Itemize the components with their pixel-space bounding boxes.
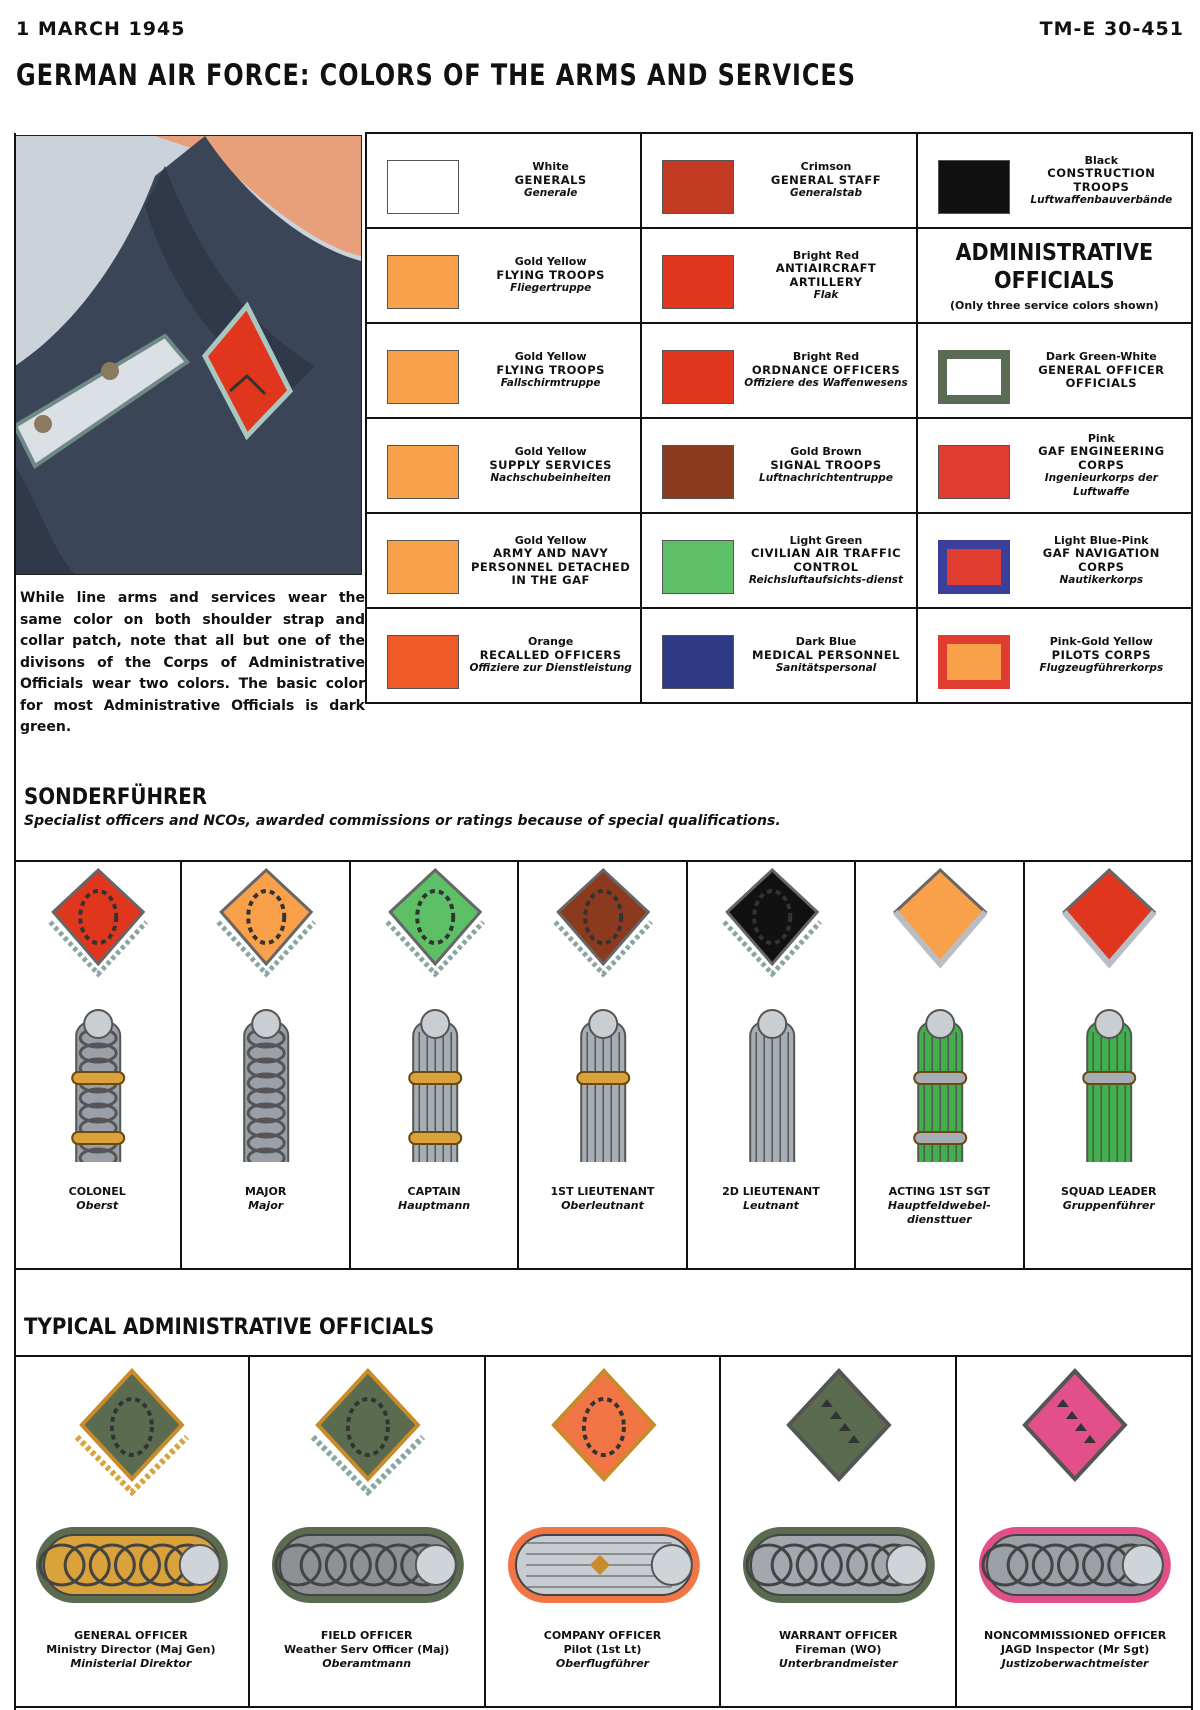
collar-patch bbox=[1064, 870, 1154, 964]
branch-german: Offiziere des Waffenwesens bbox=[744, 377, 908, 390]
branch-german: Reichsluftaufsichts-dienst bbox=[748, 574, 904, 586]
branch-english: CIVILIAN AIR TRAFFIC CONTROL bbox=[750, 546, 902, 574]
branch-german: Luftnachrichtentruppe bbox=[759, 472, 893, 485]
rank-title: JAGD Inspector (Mr Sgt) bbox=[1000, 1643, 1150, 1656]
color-cell bbox=[367, 609, 642, 704]
board-button bbox=[1123, 1545, 1163, 1585]
rank-pip bbox=[914, 1072, 966, 1084]
rank-german: Leutnant bbox=[742, 1199, 799, 1212]
rank-german: Gruppenführer bbox=[1062, 1199, 1155, 1212]
strap-button bbox=[1095, 1010, 1123, 1038]
branch-german: Ingenieurkorps der Luftwaffe bbox=[1044, 472, 1158, 498]
rank-title: Pilot (1st Lt) bbox=[563, 1643, 642, 1656]
board-button bbox=[651, 1545, 691, 1585]
color-swatch bbox=[662, 445, 734, 499]
rank-pip bbox=[577, 1072, 629, 1084]
color-name: Dark Blue bbox=[795, 635, 857, 649]
color-cell bbox=[642, 134, 917, 229]
rank-insignia bbox=[14, 1357, 250, 1617]
sonder-rank-column bbox=[182, 862, 350, 1268]
board-button bbox=[887, 1545, 927, 1585]
rank-grade: FIELD OFFICER bbox=[320, 1629, 413, 1642]
color-name: Bright Red bbox=[792, 248, 860, 262]
color-swatch bbox=[662, 160, 734, 214]
board-button bbox=[180, 1545, 220, 1585]
color-name: Black bbox=[1084, 153, 1119, 167]
branch-german: Nautikerkorps bbox=[1059, 574, 1144, 586]
color-swatch bbox=[938, 635, 1010, 689]
rank-insignia bbox=[250, 1357, 486, 1617]
rank-label bbox=[14, 1629, 248, 1671]
rank-insignia bbox=[1025, 862, 1193, 1162]
rank-label bbox=[351, 1185, 517, 1213]
branch-english: PILOTS CORPS bbox=[1051, 647, 1151, 662]
rank-german: Hauptfeldwebel-diensttuer bbox=[887, 1199, 991, 1226]
strap-button bbox=[253, 1010, 281, 1038]
rank-english: SQUAD LEADER bbox=[1060, 1185, 1157, 1198]
rank-label bbox=[182, 1185, 348, 1213]
sonder-rank-column bbox=[351, 862, 519, 1268]
branch-german: Luftwaffenbauverbände bbox=[1030, 194, 1173, 206]
color-swatch bbox=[662, 350, 734, 404]
rank-insignia bbox=[351, 862, 519, 1162]
frame-right-top bbox=[1191, 132, 1193, 722]
rank-german: Ministerial Direktor bbox=[70, 1657, 192, 1670]
color-name: White bbox=[532, 160, 569, 174]
color-swatch bbox=[938, 160, 1010, 214]
rank-german: Oberst bbox=[76, 1199, 119, 1212]
collar-patch bbox=[318, 1371, 418, 1479]
color-name: Gold Yellow bbox=[514, 445, 587, 459]
rank-label bbox=[957, 1629, 1193, 1671]
board-button bbox=[416, 1545, 456, 1585]
sonder-rank-column bbox=[14, 862, 182, 1268]
color-swatch bbox=[662, 635, 734, 689]
color-name: Orange bbox=[527, 635, 574, 649]
color-swatch bbox=[387, 635, 459, 689]
document-code: TM-E 30-451 bbox=[1039, 18, 1184, 40]
color-cell bbox=[918, 134, 1193, 229]
admin-rank-column bbox=[957, 1357, 1193, 1706]
rank-german: Oberamtmann bbox=[322, 1657, 412, 1670]
sonder-title: SONDERFÜHRER bbox=[24, 785, 208, 810]
branch-english: SUPPLY SERVICES bbox=[489, 457, 612, 472]
admin-rank-row bbox=[14, 1355, 1193, 1708]
color-cell bbox=[642, 324, 917, 419]
branch-german: Flugzeugführerkorps bbox=[1039, 662, 1164, 675]
rank-insignia bbox=[688, 862, 856, 1162]
admin-rank-column bbox=[721, 1357, 957, 1706]
color-name: Light Blue-Pink bbox=[1054, 533, 1149, 547]
branch-german: Generalstab bbox=[789, 187, 863, 200]
rank-grade: GENERAL OFFICER bbox=[74, 1629, 188, 1642]
rank-german: Major bbox=[248, 1199, 284, 1212]
branch-german: Nachschubeinheiten bbox=[490, 472, 611, 485]
color-cell bbox=[367, 514, 642, 609]
color-cell bbox=[642, 609, 917, 704]
admin-rank-column bbox=[250, 1357, 486, 1706]
intro-paragraph: While line arms and services wear the same color on both shoulder strap and collar patch, note that all but one of the divisons of the Corps of Administrative Officials wear two colors. The basic color for most Administrative Officials is dark green. bbox=[20, 590, 365, 735]
rank-english: 2D LIEUTENANT bbox=[722, 1185, 820, 1198]
color-cell bbox=[367, 324, 642, 419]
branch-german: Generale bbox=[524, 187, 578, 200]
color-name: Gold Yellow bbox=[514, 350, 587, 364]
color-name: Gold Yellow bbox=[514, 255, 587, 269]
color-swatch bbox=[662, 540, 734, 594]
rank-german: Oberleutnant bbox=[561, 1199, 644, 1212]
color-swatch bbox=[938, 540, 1010, 594]
strap-button bbox=[84, 1010, 112, 1038]
rank-title: Fireman (WO) bbox=[795, 1643, 882, 1656]
branch-english: GENERALS bbox=[514, 172, 587, 187]
rank-pip bbox=[72, 1132, 124, 1144]
color-name: Gold Yellow bbox=[514, 533, 587, 547]
rank-english: COLONEL bbox=[68, 1185, 126, 1198]
color-name: Crimson bbox=[800, 160, 852, 174]
rank-label bbox=[1025, 1185, 1193, 1213]
color-name: Pink-Gold Yellow bbox=[1049, 635, 1153, 649]
color-swatch bbox=[387, 540, 459, 594]
rank-grade: COMPANY OFFICER bbox=[543, 1629, 662, 1642]
branch-english: MEDICAL PERSONNEL bbox=[752, 647, 900, 662]
color-cell bbox=[918, 514, 1193, 609]
branch-english: FLYING TROOPS bbox=[496, 267, 605, 282]
admin-officials-heading-cell bbox=[918, 229, 1193, 324]
color-swatch bbox=[387, 445, 459, 499]
branch-english: GENERAL OFFICER OFFICIALS bbox=[1038, 362, 1165, 391]
color-swatch bbox=[387, 255, 459, 309]
collar-patch bbox=[390, 870, 480, 964]
rank-label bbox=[721, 1629, 955, 1671]
rank-insignia bbox=[14, 862, 182, 1162]
color-cell bbox=[642, 514, 917, 609]
collar-patch bbox=[553, 1371, 653, 1479]
sonder-rank-column bbox=[1025, 862, 1193, 1268]
color-name: Pink bbox=[1087, 431, 1115, 445]
rank-pip bbox=[409, 1072, 461, 1084]
color-name: Bright Red bbox=[792, 350, 860, 364]
rank-title: Ministry Director (Maj Gen) bbox=[46, 1643, 216, 1656]
color-cell bbox=[367, 229, 642, 324]
color-grid bbox=[365, 132, 1193, 704]
collar-patch bbox=[727, 870, 817, 964]
color-cell bbox=[642, 229, 917, 324]
rank-pip bbox=[1083, 1072, 1135, 1084]
admin-officials-heading: ADMINISTRATIVE OFFICIALS bbox=[955, 239, 1154, 294]
collar-patch bbox=[789, 1371, 889, 1479]
branch-german: Sanitätspersonal bbox=[775, 662, 877, 675]
collar-patch bbox=[222, 870, 312, 964]
rank-insignia bbox=[856, 862, 1024, 1162]
rank-pip bbox=[409, 1132, 461, 1144]
strap-button bbox=[758, 1010, 786, 1038]
admin-rank-column bbox=[486, 1357, 722, 1706]
color-name: Gold Brown bbox=[790, 445, 862, 459]
branch-german: Fallschirmtruppe bbox=[500, 377, 601, 390]
color-cell bbox=[367, 419, 642, 514]
admin-rank-column bbox=[14, 1357, 250, 1706]
sonder-rank-column bbox=[519, 862, 687, 1268]
branch-german: Flak bbox=[813, 289, 839, 301]
branch-english: RECALLED OFFICERS bbox=[479, 647, 622, 662]
admin-officials-note: (Only three service colors shown) bbox=[950, 298, 1159, 312]
strap-button bbox=[589, 1010, 617, 1038]
color-cell bbox=[642, 419, 917, 514]
rank-insignia bbox=[957, 1357, 1193, 1617]
sonder-rank-column bbox=[688, 862, 856, 1268]
rank-label bbox=[519, 1185, 685, 1213]
rank-pip bbox=[914, 1132, 966, 1144]
rank-english: CAPTAIN bbox=[407, 1185, 461, 1198]
rank-label bbox=[856, 1185, 1022, 1227]
uniform-illustration bbox=[14, 135, 362, 575]
rank-label bbox=[14, 1185, 180, 1213]
collar-patch bbox=[558, 870, 648, 964]
rank-insignia bbox=[721, 1357, 957, 1617]
collar-patch bbox=[53, 870, 143, 964]
color-cell bbox=[918, 419, 1193, 514]
sonder-rank-column bbox=[856, 862, 1024, 1268]
admin-title: TYPICAL ADMINISTRATIVE OFFICIALS bbox=[24, 1315, 435, 1340]
branch-english: ARMY AND NAVY PERSONNEL DETACHED IN THE GAF bbox=[470, 546, 631, 587]
color-swatch bbox=[387, 160, 459, 214]
color-cell bbox=[367, 134, 642, 229]
rank-english: MAJOR bbox=[244, 1185, 287, 1198]
rank-pip bbox=[72, 1072, 124, 1084]
color-swatch bbox=[938, 350, 1010, 404]
rank-english: ACTING 1ST SGT bbox=[888, 1185, 991, 1198]
document-date: 1 MARCH 1945 bbox=[16, 18, 186, 40]
color-swatch bbox=[662, 255, 734, 309]
color-swatch bbox=[387, 350, 459, 404]
collar-patch bbox=[895, 870, 985, 964]
rank-german: Hauptmann bbox=[397, 1199, 471, 1212]
rank-grade: WARRANT OFFICER bbox=[778, 1629, 898, 1642]
branch-english: FLYING TROOPS bbox=[496, 362, 605, 377]
rank-german: Unterbrandmeister bbox=[778, 1657, 898, 1670]
frame-top-left bbox=[14, 133, 16, 575]
rank-english: 1ST LIEUTENANT bbox=[550, 1185, 655, 1198]
color-name: Light Green bbox=[789, 533, 863, 547]
branch-english: GENERAL STAFF bbox=[770, 172, 882, 187]
color-cell bbox=[918, 609, 1193, 704]
color-cell bbox=[918, 324, 1193, 419]
branch-english: CONSTRUCTION TROOPS bbox=[1047, 166, 1156, 194]
rank-label bbox=[688, 1185, 854, 1213]
collar-patch bbox=[82, 1371, 182, 1479]
rank-label bbox=[486, 1629, 720, 1671]
rank-insignia bbox=[486, 1357, 722, 1617]
color-swatch bbox=[938, 445, 1010, 499]
sonder-rank-row bbox=[14, 860, 1193, 1270]
rank-insignia bbox=[182, 862, 350, 1162]
rank-german: Oberflugführer bbox=[555, 1657, 650, 1670]
rank-title: Weather Serv Officer (Maj) bbox=[284, 1643, 450, 1656]
branch-english: ORDNANCE OFFICERS bbox=[751, 362, 901, 377]
branch-german: Fliegertruppe bbox=[510, 282, 592, 295]
branch-english: GAF NAVIGATION CORPS bbox=[1042, 546, 1160, 574]
rank-grade: NONCOMMISSIONED OFFICER bbox=[983, 1629, 1167, 1642]
color-name: Dark Green-White bbox=[1045, 350, 1157, 364]
rank-german: Justizoberwachtmeister bbox=[1001, 1657, 1149, 1670]
branch-english: GAF ENGINEERING CORPS bbox=[1038, 444, 1165, 472]
rank-insignia bbox=[519, 862, 687, 1162]
branch-english: SIGNAL TROOPS bbox=[770, 457, 882, 472]
branch-english: ANTIAIRCRAFT ARTILLERY bbox=[775, 261, 877, 289]
strap-button bbox=[926, 1010, 954, 1038]
sonder-subtitle: Specialist officers and NCOs, awarded commissions or ratings because of special qualifications. bbox=[24, 813, 781, 829]
branch-german: Offiziere zur Dienstleistung bbox=[469, 662, 632, 675]
page-title: GERMAN AIR FORCE: COLORS OF THE ARMS AND SERVICES bbox=[16, 58, 856, 92]
rank-label bbox=[250, 1629, 484, 1671]
collar-patch bbox=[1025, 1371, 1125, 1479]
strap-button bbox=[421, 1010, 449, 1038]
